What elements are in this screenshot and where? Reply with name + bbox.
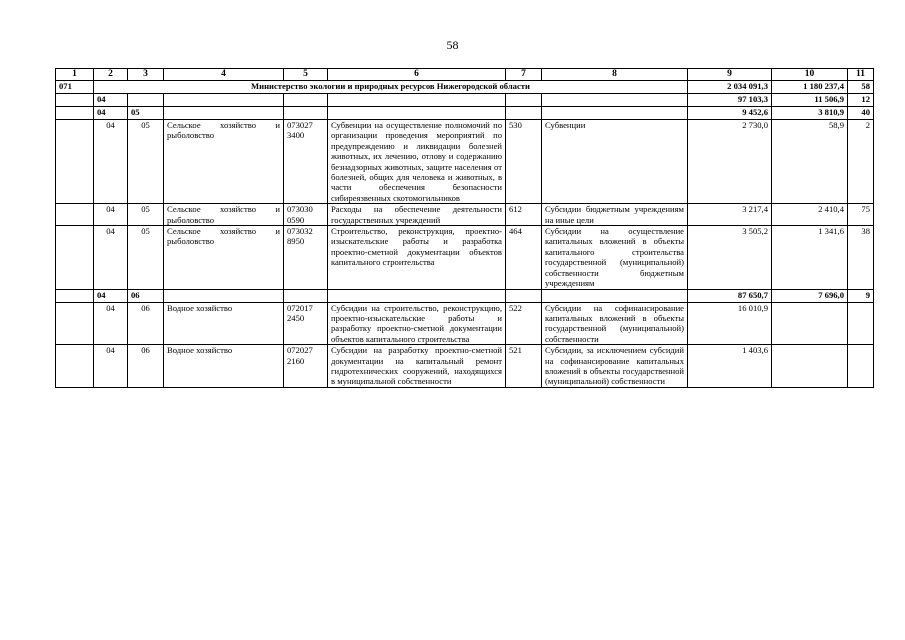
subsection-0405-total-row (56, 107, 874, 120)
column-header: 5 (284, 69, 328, 81)
target-article-name: Субвенции на осуществление полномочий по организации проведения мероприятий по предупреждению и ликвидации болезней животных, их лечению, отлову и содержанию безнадзорных животных, защите населения от болезней, общих для человека и животных, в части обеспечения безопасности сибиреязвенных скотомогильников (328, 120, 506, 204)
ministry-code: 071 (56, 81, 94, 94)
subsection-code: 05 (128, 226, 164, 289)
subsection-code: 06 (128, 302, 164, 345)
subsection-0406-total-row (56, 289, 874, 302)
subsection-code: 06 (128, 345, 164, 388)
amount-c9: 3 217,4 (688, 204, 772, 226)
column-header: 10 (772, 69, 848, 81)
expense-type-code: 464 (506, 226, 542, 289)
amount-c10: 1 341,6 (772, 226, 848, 289)
section-code: 04 (94, 226, 128, 289)
subsection-name: Сельское хозяйство и рыболовство (164, 204, 284, 226)
section-total-c11: 12 (848, 94, 874, 107)
ministry-name: Министерство экологии и природных ресурсов Нижегородской области (94, 81, 688, 94)
column-header: 1 (56, 69, 94, 81)
expense-type-name: Субсидии бюджетным учреждениям на иные цели (542, 204, 688, 226)
expense-type-code: 521 (506, 345, 542, 388)
target-article-name: Субсидии на строительство, реконструкцию, проектно-изыскательские работы и разработку проектно-сметной документации объектов капитального строительства (328, 302, 506, 345)
target-article-code: 072027 2160 (284, 345, 328, 388)
amount-c9: 2 730,0 (688, 120, 772, 204)
expense-type-code: 612 (506, 204, 542, 226)
section-total-c9: 97 103,3 (688, 94, 772, 107)
ministry-total-c9: 2 034 091,3 (688, 81, 772, 94)
column-header: 6 (328, 69, 506, 81)
amount-c9: 1 403,6 (688, 345, 772, 388)
column-header: 8 (542, 69, 688, 81)
amount-c10: 58,9 (772, 120, 848, 204)
column-header: 3 (128, 69, 164, 81)
column-header: 11 (848, 69, 874, 81)
expense-type-code: 522 (506, 302, 542, 345)
column-header: 2 (94, 69, 128, 81)
section-code: 04 (94, 289, 128, 302)
ministry-total-row (56, 81, 874, 94)
target-article-code: 073027 3400 (284, 120, 328, 204)
percent-c11: 38 (848, 226, 874, 289)
target-article-code: 073032 8950 (284, 226, 328, 289)
subsection-code: 05 (128, 204, 164, 226)
expense-type-name: Субсидии на софинансирование капитальных вложений в объекты государственной (муниципальной) собственности (542, 302, 688, 345)
section-code: 04 (94, 107, 128, 120)
section-code: 04 (94, 204, 128, 226)
subsection-total-c9: 87 650,7 (688, 289, 772, 302)
budget-table (55, 68, 874, 388)
ministry-total-c10: 1 180 237,4 (772, 81, 848, 94)
percent-c11: 2 (848, 120, 874, 204)
amount-c9: 3 505,2 (688, 226, 772, 289)
section-code: 04 (94, 345, 128, 388)
target-article-name: Расходы на обеспечение деятельности государственных учреждений (328, 204, 506, 226)
subsection-name: Водное хозяйство (164, 345, 284, 388)
amount-c10 (772, 302, 848, 345)
amount-c10 (772, 345, 848, 388)
target-article-name: Субсидии на разработку проектно-сметной документации на капитальный ремонт гидротехнических сооружений, находящихся в муниципальной собственности (328, 345, 506, 388)
subsection-code: 06 (128, 289, 164, 302)
subsection-code: 05 (128, 107, 164, 120)
subsection-total-c9: 9 452,6 (688, 107, 772, 120)
ministry-total-c11: 58 (848, 81, 874, 94)
subsection-code: 05 (128, 120, 164, 204)
page-number: 58 (446, 38, 459, 52)
expense-type-name: Субсидии, за исключением субсидий на софинансирование капитальных вложений в объекты государственной (муниципальной) собственности (542, 345, 688, 388)
column-number-row (56, 69, 874, 81)
expense-type-code: 530 (506, 120, 542, 204)
subsection-name: Сельское хозяйство и рыболовство (164, 226, 284, 289)
amount-c10: 2 410,4 (772, 204, 848, 226)
amount-c9: 16 010,9 (688, 302, 772, 345)
column-header: 7 (506, 69, 542, 81)
table-row (56, 345, 874, 388)
expense-type-name: Субвенции (542, 120, 688, 204)
section-04-total-row (56, 94, 874, 107)
target-article-code: 072017 2450 (284, 302, 328, 345)
column-header: 9 (688, 69, 772, 81)
expense-type-name: Субсидии на осуществление капитальных вложений в объекты капитального строительства государственной (муниципальной) собственности бюджетным учреждениям (542, 226, 688, 289)
section-code: 04 (94, 94, 128, 107)
table-row (56, 120, 874, 204)
percent-c11: 75 (848, 204, 874, 226)
subsection-total-c10: 7 696,0 (772, 289, 848, 302)
percent-c11 (848, 345, 874, 388)
percent-c11 (848, 302, 874, 345)
table-row (56, 302, 874, 345)
subsection-name: Водное хозяйство (164, 302, 284, 345)
column-header: 4 (164, 69, 284, 81)
section-code: 04 (94, 120, 128, 204)
subsection-name: Сельское хозяйство и рыболовство (164, 120, 284, 204)
section-total-c10: 11 506,9 (772, 94, 848, 107)
section-code: 04 (94, 302, 128, 345)
table-row (56, 204, 874, 226)
target-article-code: 073030 0590 (284, 204, 328, 226)
table-row (56, 226, 874, 289)
subsection-total-c11: 9 (848, 289, 874, 302)
subsection-total-c10: 3 810,9 (772, 107, 848, 120)
subsection-total-c11: 40 (848, 107, 874, 120)
target-article-name: Строительство, реконструкция, проектно-изыскательские работы и разработка проектно-сметной документации объектов капитального строительства (328, 226, 506, 289)
